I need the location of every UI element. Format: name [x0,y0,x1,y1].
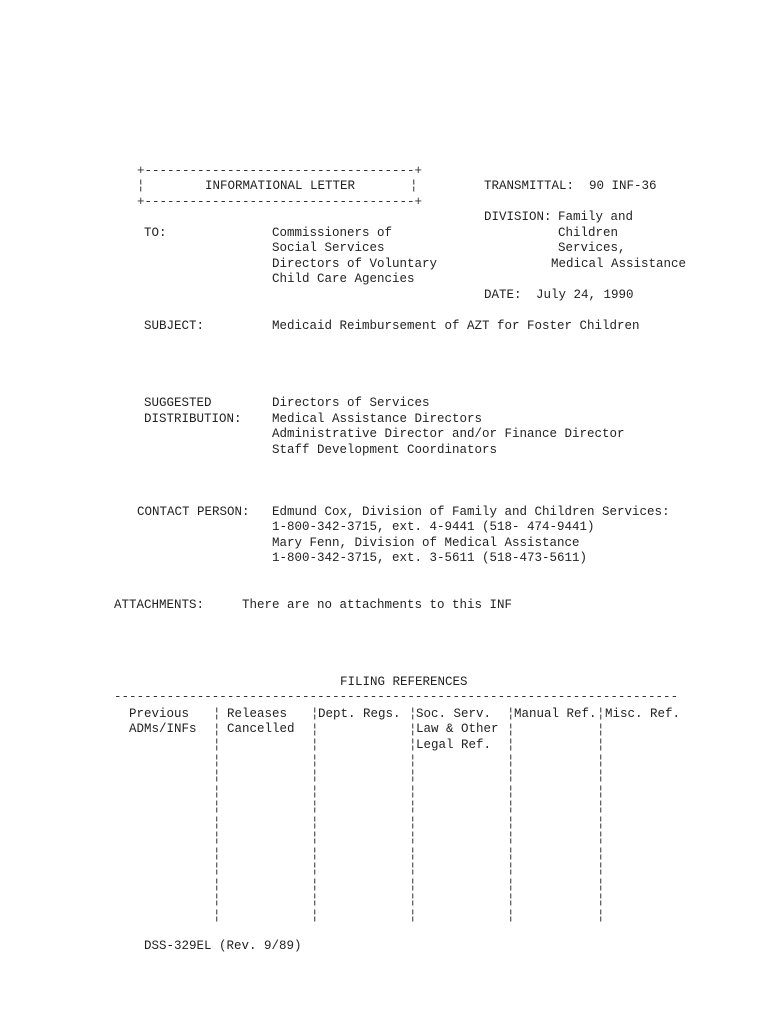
contact-line: 1-800-342-3715, ext. 3-5611 (518-473-5611) [272,551,588,565]
filing-header-dept-regs: Dept. Regs. [318,707,401,721]
to-label: TO: [144,226,167,240]
contact-line: Mary Fenn, Division of Medical Assistance [272,536,580,550]
to-recipient-line: Commissioners of [272,226,393,240]
transmittal-value: 90 INF-36 [589,179,657,193]
filing-column-separator: ¦ ¦ ¦ ¦ ¦ ¦ ¦ ¦ ¦ ¦ ¦ ¦ ¦ ¦ [597,707,605,923]
distribution-line: Directors of Services [272,396,430,410]
filing-header-manual-ref: Manual Ref. [514,707,597,721]
distribution-label: SUGGESTED [144,396,212,410]
contact-line: 1-800-342-3715, ext. 4-9441 (518- 474-9441) [272,520,595,534]
distribution-line: Medical Assistance Directors [272,412,483,426]
filing-header-soc-serv: Law & Other [416,722,499,736]
division-label: DIVISION: [484,210,552,224]
to-recipient-line: Social Services [272,241,385,255]
date-label: DATE: [484,288,522,302]
filing-header-misc-ref: Misc. Ref. [605,707,681,721]
header-box-bottom-border: +------------------------------------+ [137,195,423,209]
filing-column-separator: ¦ ¦ ¦ ¦ ¦ ¦ ¦ ¦ ¦ ¦ ¦ ¦ ¦ ¦ [311,707,319,923]
filing-column-separator: ¦ ¦ ¦ ¦ ¦ ¦ ¦ ¦ ¦ ¦ ¦ ¦ ¦ ¦ [409,707,417,923]
division-line: Children [558,226,619,240]
contact-label: CONTACT PERSON: [137,505,250,519]
header-box-left-bar: ¦ [137,179,145,193]
filing-header-releases: Cancelled [227,722,295,736]
division-line: Family and [558,210,634,224]
filing-header-previous: ADMs/INFs [129,722,197,736]
filing-column-separator: ¦ ¦ ¦ ¦ ¦ ¦ ¦ ¦ ¦ ¦ ¦ ¦ ¦ ¦ [507,707,515,923]
filing-header-soc-serv: Legal Ref. [416,738,492,752]
transmittal-label: TRANSMITTAL: [484,179,575,193]
to-recipient-line: Child Care Agencies [272,272,415,286]
subject-value: Medicaid Reimbursement of AZT for Foster Children [272,319,640,333]
header-box-top-border: +------------------------------------+ [137,164,423,178]
filing-references-rule: --------------------------------------------------------------------------- [114,690,679,704]
division-line: Services, [558,241,626,255]
filing-column-separator: ¦ ¦ ¦ ¦ ¦ ¦ ¦ ¦ ¦ ¦ ¦ ¦ ¦ ¦ [213,707,221,923]
filing-header-releases: Releases [227,707,288,721]
filing-references-title: FILING REFERENCES [340,675,468,689]
form-number: DSS-329EL (Rev. 9/89) [144,939,302,953]
division-line: Medical Assistance [551,257,687,271]
distribution-line: Administrative Director and/or Finance Director [272,427,625,441]
date-value: July 24, 1990 [536,288,634,302]
letter-type-title: INFORMATIONAL LETTER [205,179,356,193]
attachments-label: ATTACHMENTS: [114,598,205,612]
to-recipient-line: Directors of Voluntary [272,257,438,271]
header-box-right-bar: ¦ [410,179,418,193]
distribution-label: DISTRIBUTION: [144,412,242,426]
subject-label: SUBJECT: [144,319,205,333]
attachments-value: There are no attachments to this INF [242,598,513,612]
distribution-line: Staff Development Coordinators [272,443,498,457]
contact-line: Edmund Cox, Division of Family and Children Services: [272,505,670,519]
filing-header-soc-serv: Soc. Serv. [416,707,492,721]
filing-header-previous: Previous [129,707,190,721]
